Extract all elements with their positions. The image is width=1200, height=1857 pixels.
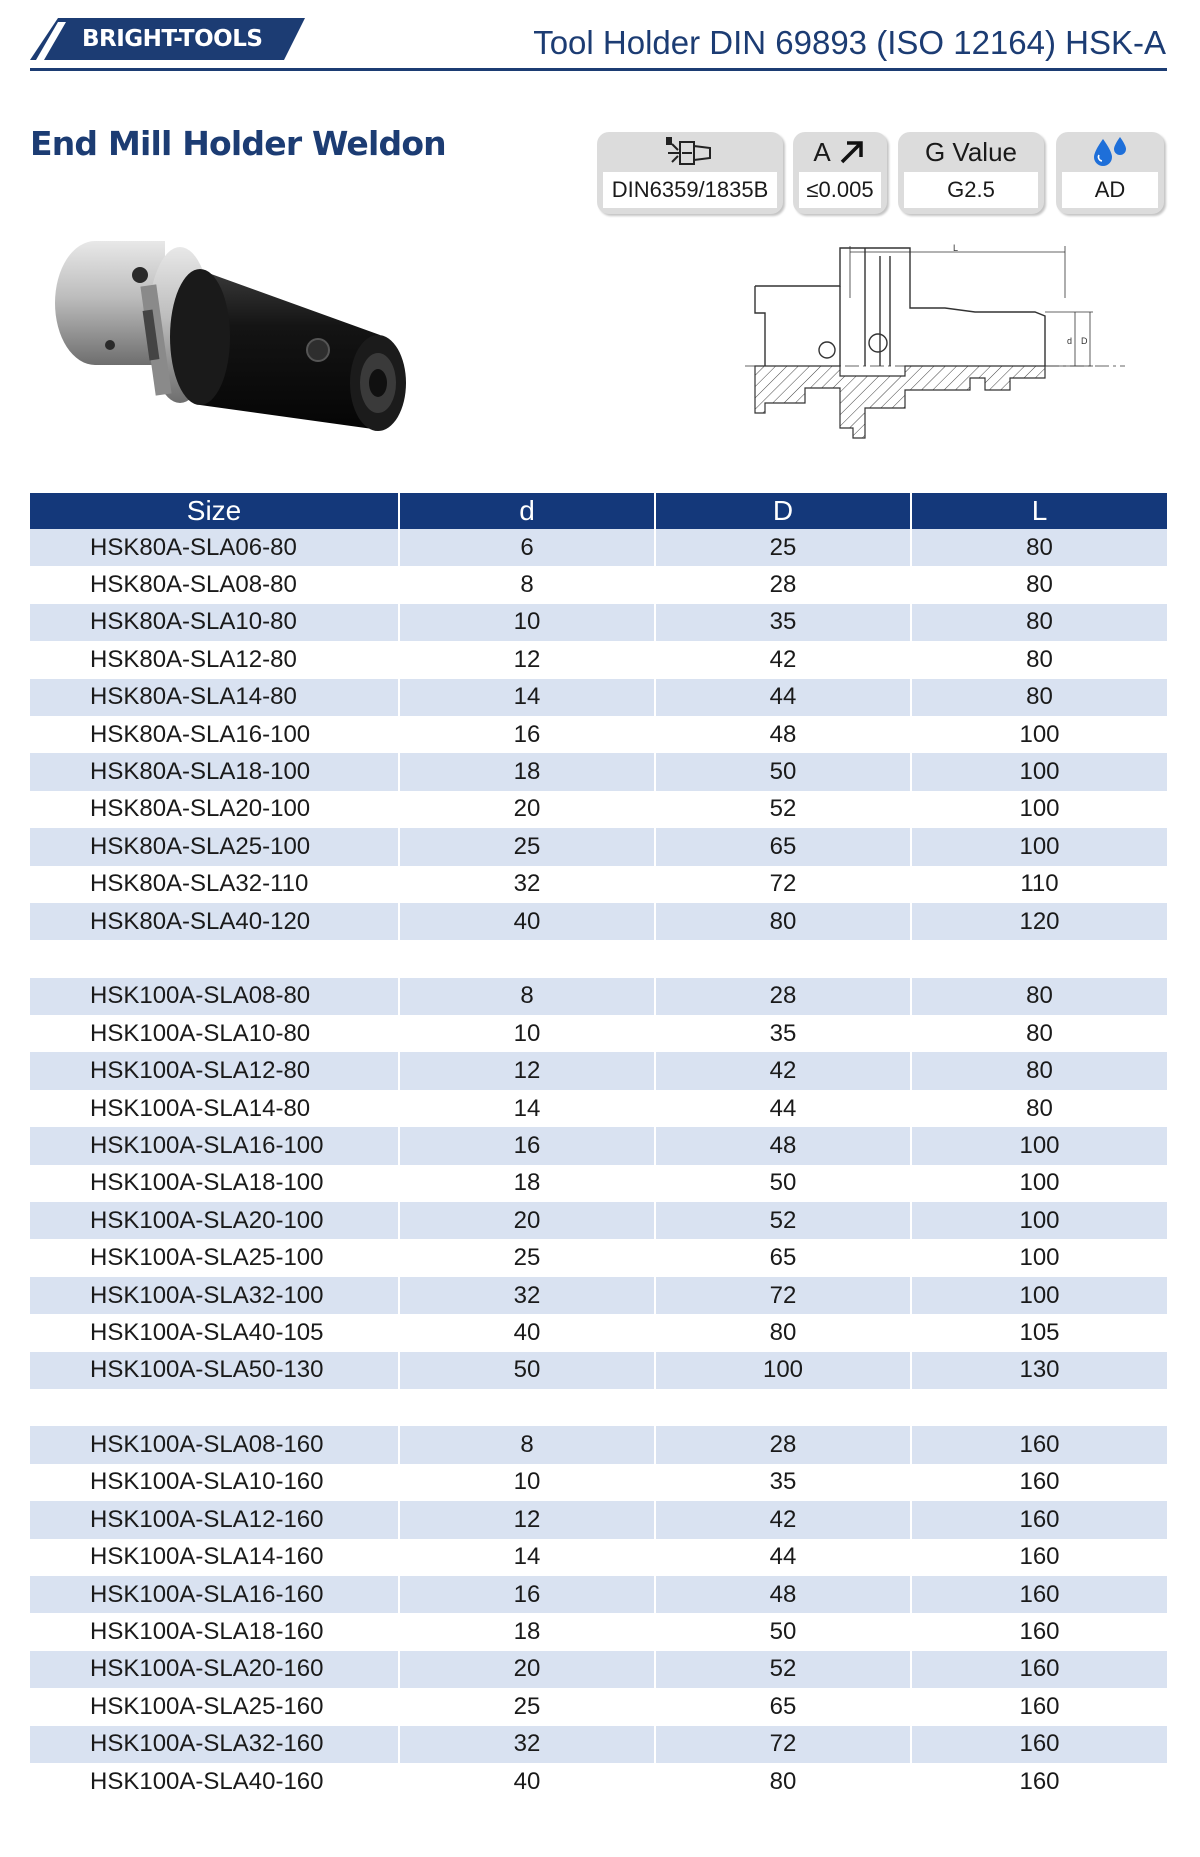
table-row	[30, 903, 1167, 940]
runout-arrow-icon	[837, 137, 867, 167]
brand-name: BRIGHT-TOOLS	[82, 26, 263, 52]
cell-size: HSK100A-SLA14-80	[30, 1090, 399, 1127]
cell-size: HSK100A-SLA25-160	[30, 1688, 399, 1725]
spec-badge-balance	[898, 132, 1044, 214]
column-header-big-d: D	[655, 493, 911, 529]
cell-d: 12	[399, 1052, 655, 1089]
technical-drawing	[745, 238, 1125, 478]
cell-size: HSK100A-SLA16-160	[30, 1576, 399, 1613]
cell-d: 25	[399, 828, 655, 865]
cell-l: 160	[1019, 1543, 1060, 1571]
cell-big-d: 25	[655, 529, 911, 566]
table-row	[30, 1688, 1167, 1725]
cell-l: 80	[911, 679, 1167, 716]
table-row	[30, 1426, 1167, 1463]
cell-size: HSK80A-SLA08-80	[30, 566, 399, 603]
column-header-size: Size	[30, 493, 399, 529]
cell-size: HSK80A-SLA14-80	[30, 679, 399, 716]
spacer-cell	[30, 940, 1167, 977]
table-row	[30, 1726, 1167, 1763]
cell-l: 160	[911, 1576, 1167, 1613]
spec-badge-coolant	[1056, 132, 1164, 214]
cell-big-d: 52	[655, 1651, 911, 1688]
cell-l: 100	[911, 1277, 1167, 1314]
table-row	[30, 791, 1167, 828]
cell-l: 120	[911, 903, 1167, 940]
coolant-drops-icon	[1090, 135, 1130, 169]
table-body	[30, 529, 1167, 1800]
cell-l: 80	[1026, 1019, 1053, 1047]
cell-big-d: 35	[655, 1015, 911, 1052]
cell-size: HSK80A-SLA10-80	[30, 604, 399, 641]
table-row	[30, 978, 1167, 1015]
table-row	[30, 1651, 1167, 1688]
table-row	[30, 1763, 1167, 1800]
cell-big-d: 28	[655, 566, 911, 603]
table-row	[30, 716, 1167, 753]
column-header-d: d	[399, 493, 655, 529]
spec-value-clamping: DIN6359/1835B	[603, 172, 777, 208]
cell-size: HSK100A-SLA18-100	[30, 1165, 399, 1202]
cell-l: 100	[1019, 720, 1060, 748]
table-row	[30, 1165, 1167, 1202]
cell-l: 100	[911, 828, 1167, 865]
cell-big-d: 65	[655, 1688, 911, 1725]
table-row	[30, 1352, 1167, 1389]
spec-badge-runout	[793, 132, 887, 214]
table-row	[30, 866, 1167, 903]
table-row	[30, 529, 1167, 566]
cell-big-d: 28	[655, 1426, 911, 1463]
cell-d: 14	[399, 679, 655, 716]
cell-big-d: 48	[655, 1127, 911, 1164]
cell-d: 16	[399, 1127, 655, 1164]
cell-l: 160	[911, 1726, 1167, 1763]
cell-l: 80	[911, 978, 1167, 1015]
cell-d: 10	[399, 604, 655, 641]
cell-d: 25	[399, 1688, 655, 1725]
table-row	[30, 1464, 1167, 1501]
table-row	[30, 1277, 1167, 1314]
header-divider	[30, 68, 1167, 71]
cell-big-d: 72	[655, 1277, 911, 1314]
cell-d: 20	[399, 1202, 655, 1239]
cell-big-d: 48	[655, 716, 911, 753]
cell-big-d: 50	[655, 753, 911, 790]
cell-l: 100	[1019, 1244, 1060, 1272]
cell-d: 14	[399, 1539, 655, 1576]
cell-size: HSK100A-SLA18-160	[30, 1613, 399, 1650]
cell-d: 12	[399, 1501, 655, 1538]
cell-l: 160	[1019, 1767, 1060, 1795]
cell-big-d: 42	[655, 1052, 911, 1089]
cell-l: 100	[911, 753, 1167, 790]
spec-badge-clamping	[597, 132, 783, 214]
cell-size: HSK80A-SLA20-100	[30, 791, 399, 828]
cell-size: HSK100A-SLA10-160	[30, 1464, 399, 1501]
cell-big-d: 50	[655, 1165, 911, 1202]
spec-value-runout: ≤0.005	[799, 172, 881, 208]
cell-big-d: 80	[655, 1763, 911, 1800]
cell-size: HSK100A-SLA12-160	[30, 1501, 399, 1538]
cell-big-d: 80	[655, 1314, 911, 1351]
cell-size: HSK100A-SLA08-80	[30, 978, 399, 1015]
cell-big-d: 35	[655, 1464, 911, 1501]
cell-l: 110	[1020, 870, 1059, 898]
cell-big-d: 65	[655, 828, 911, 865]
product-title: End Mill Holder Weldon	[30, 124, 446, 163]
cell-l: 80	[1026, 1094, 1053, 1122]
cell-d: 8	[399, 566, 655, 603]
table-row	[30, 1239, 1167, 1276]
cell-d: 8	[399, 1426, 655, 1463]
cell-d: 40	[399, 903, 655, 940]
cell-d: 20	[399, 1651, 655, 1688]
brand-logo	[30, 18, 305, 60]
cell-l: 100	[911, 1202, 1167, 1239]
dimension-label-large-diameter: D	[1081, 336, 1088, 346]
cell-size: HSK100A-SLA12-80	[30, 1052, 399, 1089]
cell-size: HSK80A-SLA25-100	[30, 828, 399, 865]
cell-size: HSK100A-SLA40-105	[30, 1314, 399, 1351]
cell-size: HSK100A-SLA50-130	[30, 1352, 399, 1389]
dimension-label-small-diameter: d	[1067, 336, 1073, 346]
cell-l: 160	[1019, 1618, 1060, 1646]
cell-l: 160	[1019, 1692, 1060, 1720]
table-row	[30, 1052, 1167, 1089]
cell-d: 32	[399, 1277, 655, 1314]
cell-l: 80	[911, 1052, 1167, 1089]
product-photo	[50, 225, 430, 465]
dimension-label-length: L	[953, 243, 959, 253]
cell-big-d: 52	[655, 791, 911, 828]
cell-d: 18	[399, 1613, 655, 1650]
cell-d: 14	[399, 1090, 655, 1127]
cell-big-d: 42	[655, 641, 911, 678]
cell-d: 32	[399, 1726, 655, 1763]
table-row	[30, 1202, 1167, 1239]
cell-big-d: 48	[655, 1576, 911, 1613]
spec-table	[30, 493, 1167, 1800]
cell-l: 100	[911, 1127, 1167, 1164]
cell-d: 16	[399, 1576, 655, 1613]
cell-l: 80	[911, 604, 1167, 641]
table-row	[30, 753, 1167, 790]
runout-label: A	[813, 136, 831, 167]
document-title: Tool Holder DIN 69893 (ISO 12164) HSK-A	[533, 24, 1166, 61]
table-row	[30, 1127, 1167, 1164]
cell-d: 18	[399, 1165, 655, 1202]
cell-size: HSK80A-SLA32-110	[30, 866, 399, 903]
cell-d: 6	[399, 529, 655, 566]
table-row	[30, 1015, 1167, 1052]
cell-big-d: 35	[655, 604, 911, 641]
table-header-row	[30, 493, 1167, 529]
coolant-holder-icon	[658, 134, 722, 170]
cell-size: HSK100A-SLA40-160	[30, 1763, 399, 1800]
cell-big-d: 44	[655, 1090, 911, 1127]
table-row	[30, 566, 1167, 603]
cell-size: HSK100A-SLA20-160	[30, 1651, 399, 1688]
cell-big-d: 42	[655, 1501, 911, 1538]
cell-d: 32	[399, 866, 655, 903]
table-row	[30, 1539, 1167, 1576]
cell-d: 12	[399, 641, 655, 678]
cell-big-d: 65	[655, 1239, 911, 1276]
table-row	[30, 1501, 1167, 1538]
cell-d: 10	[399, 1015, 655, 1052]
cell-size: HSK80A-SLA18-100	[30, 753, 399, 790]
table-row	[30, 1613, 1167, 1650]
cell-d: 40	[399, 1314, 655, 1351]
cell-big-d: 44	[655, 1539, 911, 1576]
cell-size: HSK100A-SLA14-160	[30, 1539, 399, 1576]
cell-d: 50	[399, 1352, 655, 1389]
cell-l: 105	[1019, 1318, 1060, 1346]
cell-l: 100	[1019, 795, 1060, 823]
cell-big-d: 80	[655, 903, 911, 940]
cell-size: HSK100A-SLA10-80	[30, 1015, 399, 1052]
table-row	[30, 641, 1167, 678]
cell-l: 160	[911, 1651, 1167, 1688]
cell-size: HSK100A-SLA20-100	[30, 1202, 399, 1239]
cell-l: 160	[911, 1501, 1167, 1538]
cell-big-d: 28	[655, 978, 911, 1015]
cell-d: 8	[399, 978, 655, 1015]
cell-size: HSK100A-SLA32-100	[30, 1277, 399, 1314]
cell-d: 10	[399, 1464, 655, 1501]
cell-big-d: 72	[655, 866, 911, 903]
cell-big-d: 100	[655, 1352, 911, 1389]
spec-value-balance: G2.5	[904, 172, 1038, 208]
cell-size: HSK100A-SLA08-160	[30, 1426, 399, 1463]
cell-l: 80	[911, 529, 1167, 566]
group-spacer	[30, 1389, 1167, 1426]
table-row	[30, 1576, 1167, 1613]
cell-d: 20	[399, 791, 655, 828]
cell-big-d: 52	[655, 1202, 911, 1239]
balance-label: G Value	[924, 136, 1017, 167]
table-row	[30, 1314, 1167, 1351]
table-row	[30, 679, 1167, 716]
table-row	[30, 604, 1167, 641]
table-row	[30, 828, 1167, 865]
cell-d: 40	[399, 1763, 655, 1800]
cell-size: HSK80A-SLA16-100	[30, 716, 399, 753]
cell-size: HSK80A-SLA40-120	[30, 903, 399, 940]
cell-l: 160	[1019, 1468, 1060, 1496]
cell-size: HSK80A-SLA12-80	[30, 641, 399, 678]
cell-big-d: 44	[655, 679, 911, 716]
cell-size: HSK100A-SLA16-100	[30, 1127, 399, 1164]
cell-l: 100	[1019, 1169, 1060, 1197]
cell-size: HSK80A-SLA06-80	[30, 529, 399, 566]
cell-d: 18	[399, 753, 655, 790]
cell-d: 25	[399, 1239, 655, 1276]
cell-l: 80	[1026, 645, 1053, 673]
cell-d: 16	[399, 716, 655, 753]
cell-big-d: 50	[655, 1613, 911, 1650]
cell-size: HSK100A-SLA25-100	[30, 1239, 399, 1276]
column-header-l: L	[911, 493, 1167, 529]
table-row	[30, 1090, 1167, 1127]
cell-size: HSK100A-SLA32-160	[30, 1726, 399, 1763]
cell-big-d: 72	[655, 1726, 911, 1763]
spec-value-coolant: AD	[1062, 172, 1158, 208]
spacer-cell	[30, 1389, 1167, 1426]
group-spacer	[30, 940, 1167, 977]
cell-l: 130	[911, 1352, 1167, 1389]
cell-l: 80	[1026, 571, 1053, 599]
cell-l: 160	[911, 1426, 1167, 1463]
